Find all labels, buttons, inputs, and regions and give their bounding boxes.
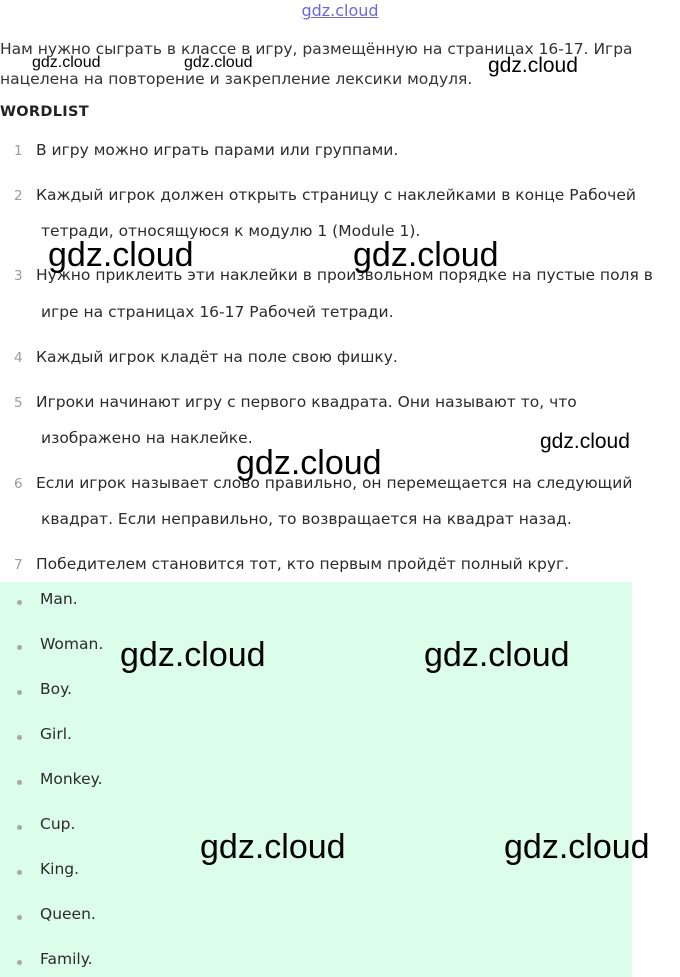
word-item: Girl. [40,725,72,743]
bullet-icon [17,690,22,695]
step-text: тетради, относящуюся к модулю 1 (Module 1). [41,222,421,240]
step-text: Нужно приклеить эти наклейки в произвольном порядке на пустые поля в [36,266,653,284]
step-text: игре на страницах 16-17 Рабочей тетради. [41,303,394,321]
watermark: gdz.cloud [353,236,499,274]
watermark: gdz.cloud [120,636,266,674]
word-item: Monkey. [40,770,103,788]
step-text: В игру можно играть парами или группами. [36,141,399,159]
watermark: gdz.cloud [200,828,346,866]
step-number: 5 [14,395,23,411]
wordlist-heading: WORDLIST [0,104,89,120]
bullet-icon [17,645,22,650]
watermark: gdz.cloud [504,828,650,866]
step-text: Если игрок называет слово правильно, он перемещается на следующий [36,474,633,492]
site-link[interactable]: gdz.cloud [301,1,379,20]
step-number: 4 [14,350,23,366]
intro-text: Нам нужно сыграть в классе в игру, размещённую на страницах 16-17. Игра нацелена на повторение и закрепление лексики модуля. [0,40,633,88]
step-number: 7 [14,557,23,573]
step-text: Каждый игрок кладёт на поле свою фишку. [36,348,398,366]
watermark: gdz.cloud [32,54,101,71]
word-item: Family. [40,950,93,968]
step-number: 1 [14,143,23,159]
word-item: Queen. [40,905,96,923]
watermark: gdz.cloud [236,444,382,482]
watermark: gdz.cloud [184,54,253,71]
watermark: gdz.cloud [48,236,194,274]
bullet-icon [17,600,22,605]
bullet-icon [17,870,22,875]
word-item: Boy. [40,680,73,698]
step-number: 3 [14,268,23,284]
step-text: Каждый игрок должен открыть страницу с наклейками в конце Рабочей [36,186,636,204]
word-item: Man. [40,590,78,608]
step-text: Победителем становится тот, кто первым пройдёт полный круг. [36,555,570,573]
watermark: gdz.cloud [540,430,630,453]
step-number: 2 [14,188,23,204]
word-item: Cup. [40,815,76,833]
step-number: 6 [14,476,23,492]
step-text: квадрат. Если неправильно, то возвращается на квадрат назад. [41,510,572,528]
bullet-icon [17,825,22,830]
bullet-icon [17,780,22,785]
bullet-icon [17,960,22,965]
step-text: Игроки начинают игру с первого квадрата. Они называют то, что [36,393,577,411]
watermark: gdz.cloud [424,636,570,674]
step-text: изображено на наклейке. [41,429,253,447]
word-item: Woman. [40,635,104,653]
word-item: King. [40,860,80,878]
bullet-icon [17,735,22,740]
watermark: gdz.cloud [488,54,578,77]
bullet-icon [17,915,22,920]
